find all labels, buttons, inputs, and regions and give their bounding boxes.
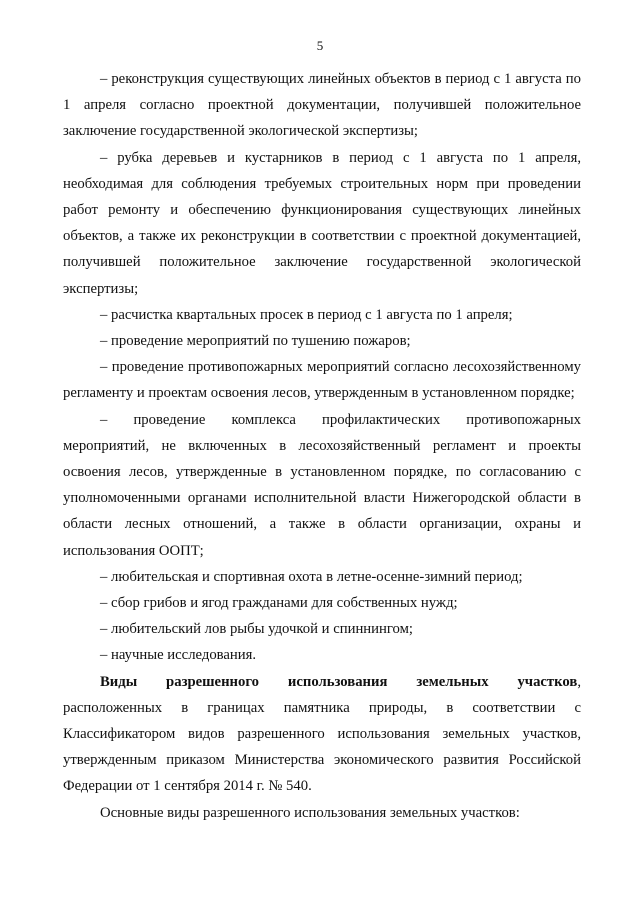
list-item-tree-cutting: – рубка деревьев и кустарников в период с 1 августа по 1 апреля, необходимая для соблюдения требуемых строительных норм при проведении работ ремонту и обеспечению функционирования существующих линейных объектов, а также их реконструкции в соответствии с проектной документацией, получившей положительное заключение государственной экологической экспертизы; (63, 149, 581, 297)
section-heading: Виды разрешенного использования земельных участков (100, 673, 578, 690)
page-number: 5 (316, 38, 324, 53)
list-item-research: – научные исследования. (100, 647, 257, 664)
final-paragraph: Основные виды разрешенного использования земельных участков: (100, 804, 520, 821)
list-item-preventive-measures: – проведение комплекса профилактических противопожарных мероприятий, не включенных в лесохозяйственный регламент и проекты освоения лесов, утвержденные в установленном порядке, по согласованию с уполномоченными органами исполнительной власти Нижегородской области в области лесных отношений, а также в области организации, охраны и использования ООПТ; (63, 411, 581, 559)
list-item-gathering: – сбор грибов и ягод гражданами для собственных нужд; (100, 595, 458, 612)
list-item-fishing: – любительский лов рыбы удочкой и спиннингом; (100, 621, 413, 638)
section-paragraph (63, 669, 581, 800)
document-body (63, 66, 581, 826)
list-item-firefighting: – проведение мероприятий по тушению пожаров; (100, 333, 411, 350)
list-item-reconstruction: – реконструкция существующих линейных объектов в период с 1 августа по 1 апреля согласно проектной документации, получившей положительное заключение государственной экологической экспертизы; (63, 71, 581, 140)
list-item-hunting: – любительская и спортивная охота в летне-осенне-зимний период; (100, 568, 523, 585)
list-item-clearing: – расчистка квартальных просек в период с 1 августа по 1 апреля; (100, 306, 513, 323)
section-heading-rest: , расположенных в границах памятника природы, в соответствии с Классификатором видов разрешенного использования земельных участков, утвержденным приказом Министерства экономического развития Российской Федерации от 1 сентября 2014 г. № 540. (63, 673, 581, 795)
list-item-fire-prevention: – проведение противопожарных мероприятий согласно лесохозяйственному регламенту и проектам освоения лесов, утвержденным в установленном порядке; (63, 359, 581, 402)
